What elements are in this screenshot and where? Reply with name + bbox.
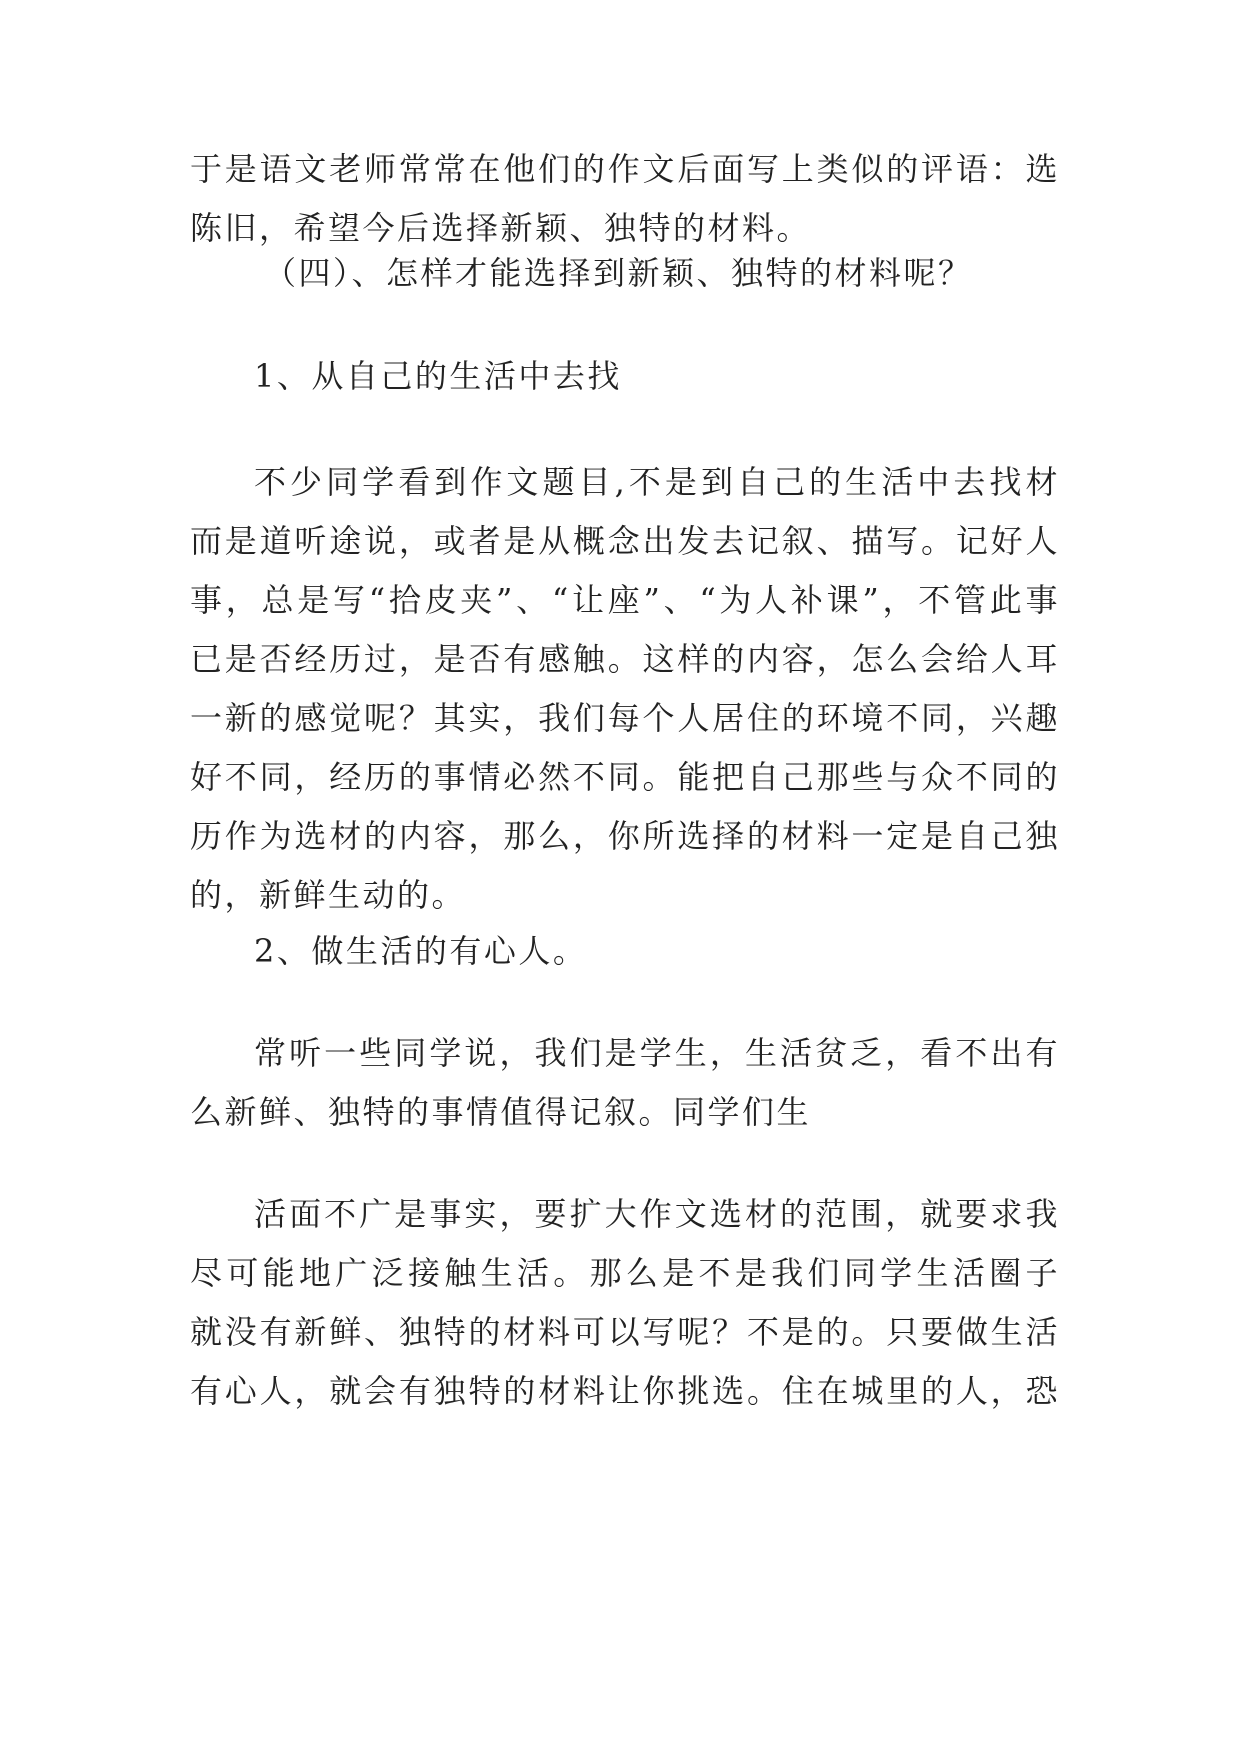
- text-line: 的，新鲜生动的。: [190, 876, 467, 914]
- text-line: 不少同学看到作文题目,不是到自己的生活中去找材: [254, 463, 1060, 501]
- point2-heading: [190, 922, 1060, 981]
- point2-paragraph-2: [190, 1185, 1060, 1421]
- section-heading: [190, 244, 1060, 303]
- point2-heading-text: 2、做生活的有心人。: [254, 932, 588, 970]
- text-line: 活面不广是事实，要扩大作文选材的范围，就要求我: [254, 1195, 1060, 1233]
- text-line: 已是否经历过，是否有感触。这样的内容，怎么会给人耳: [190, 640, 1060, 678]
- text-line: 事，总是写“拾皮夹”、“让座”、“为人补课”，不管此事: [190, 581, 1060, 619]
- text-line: 好不同，经历的事情必然不同。能把自己那些与众不同的: [190, 758, 1060, 796]
- point2-paragraph-1: [190, 1024, 1060, 1142]
- text-line: 么新鲜、独特的事情值得记叙。同学们生: [190, 1093, 812, 1131]
- text-line: 而是道听途说，或者是从概念出发去记叙、描写。记好人: [190, 522, 1060, 560]
- text-line: 尽可能地广泛接触生活。那么是不是我们同学生活圈子: [190, 1254, 1060, 1292]
- text-line: 一新的感觉呢？其实，我们每个人居住的环境不同，兴趣: [190, 699, 1060, 737]
- text-line: 历作为选材的内容，那么，你所选择的材料一定是自己独: [190, 817, 1060, 855]
- point1-paragraph: [190, 453, 1060, 925]
- text-line: 就没有新鲜、独特的材料可以写呢？不是的。只要做生活: [190, 1313, 1060, 1351]
- text-line: 陈旧，希望今后选择新颖、独特的材料。: [190, 209, 812, 247]
- text-line: 有心人，就会有独特的材料让你挑选。住在城里的人，恐: [190, 1372, 1060, 1410]
- text-line: 常听一些同学说，我们是学生，生活贫乏，看不出有: [254, 1034, 1060, 1072]
- intro-paragraph: [190, 140, 1060, 258]
- text-line: 于是语文老师常常在他们的作文后面写上类似的评语：选: [190, 150, 1060, 188]
- point1-heading: [190, 347, 1060, 406]
- point1-heading-text: 1、从自己的生活中去找: [254, 357, 622, 395]
- section-heading-text: （四）、怎样才能选择到新颖、独特的材料呢？: [264, 254, 973, 292]
